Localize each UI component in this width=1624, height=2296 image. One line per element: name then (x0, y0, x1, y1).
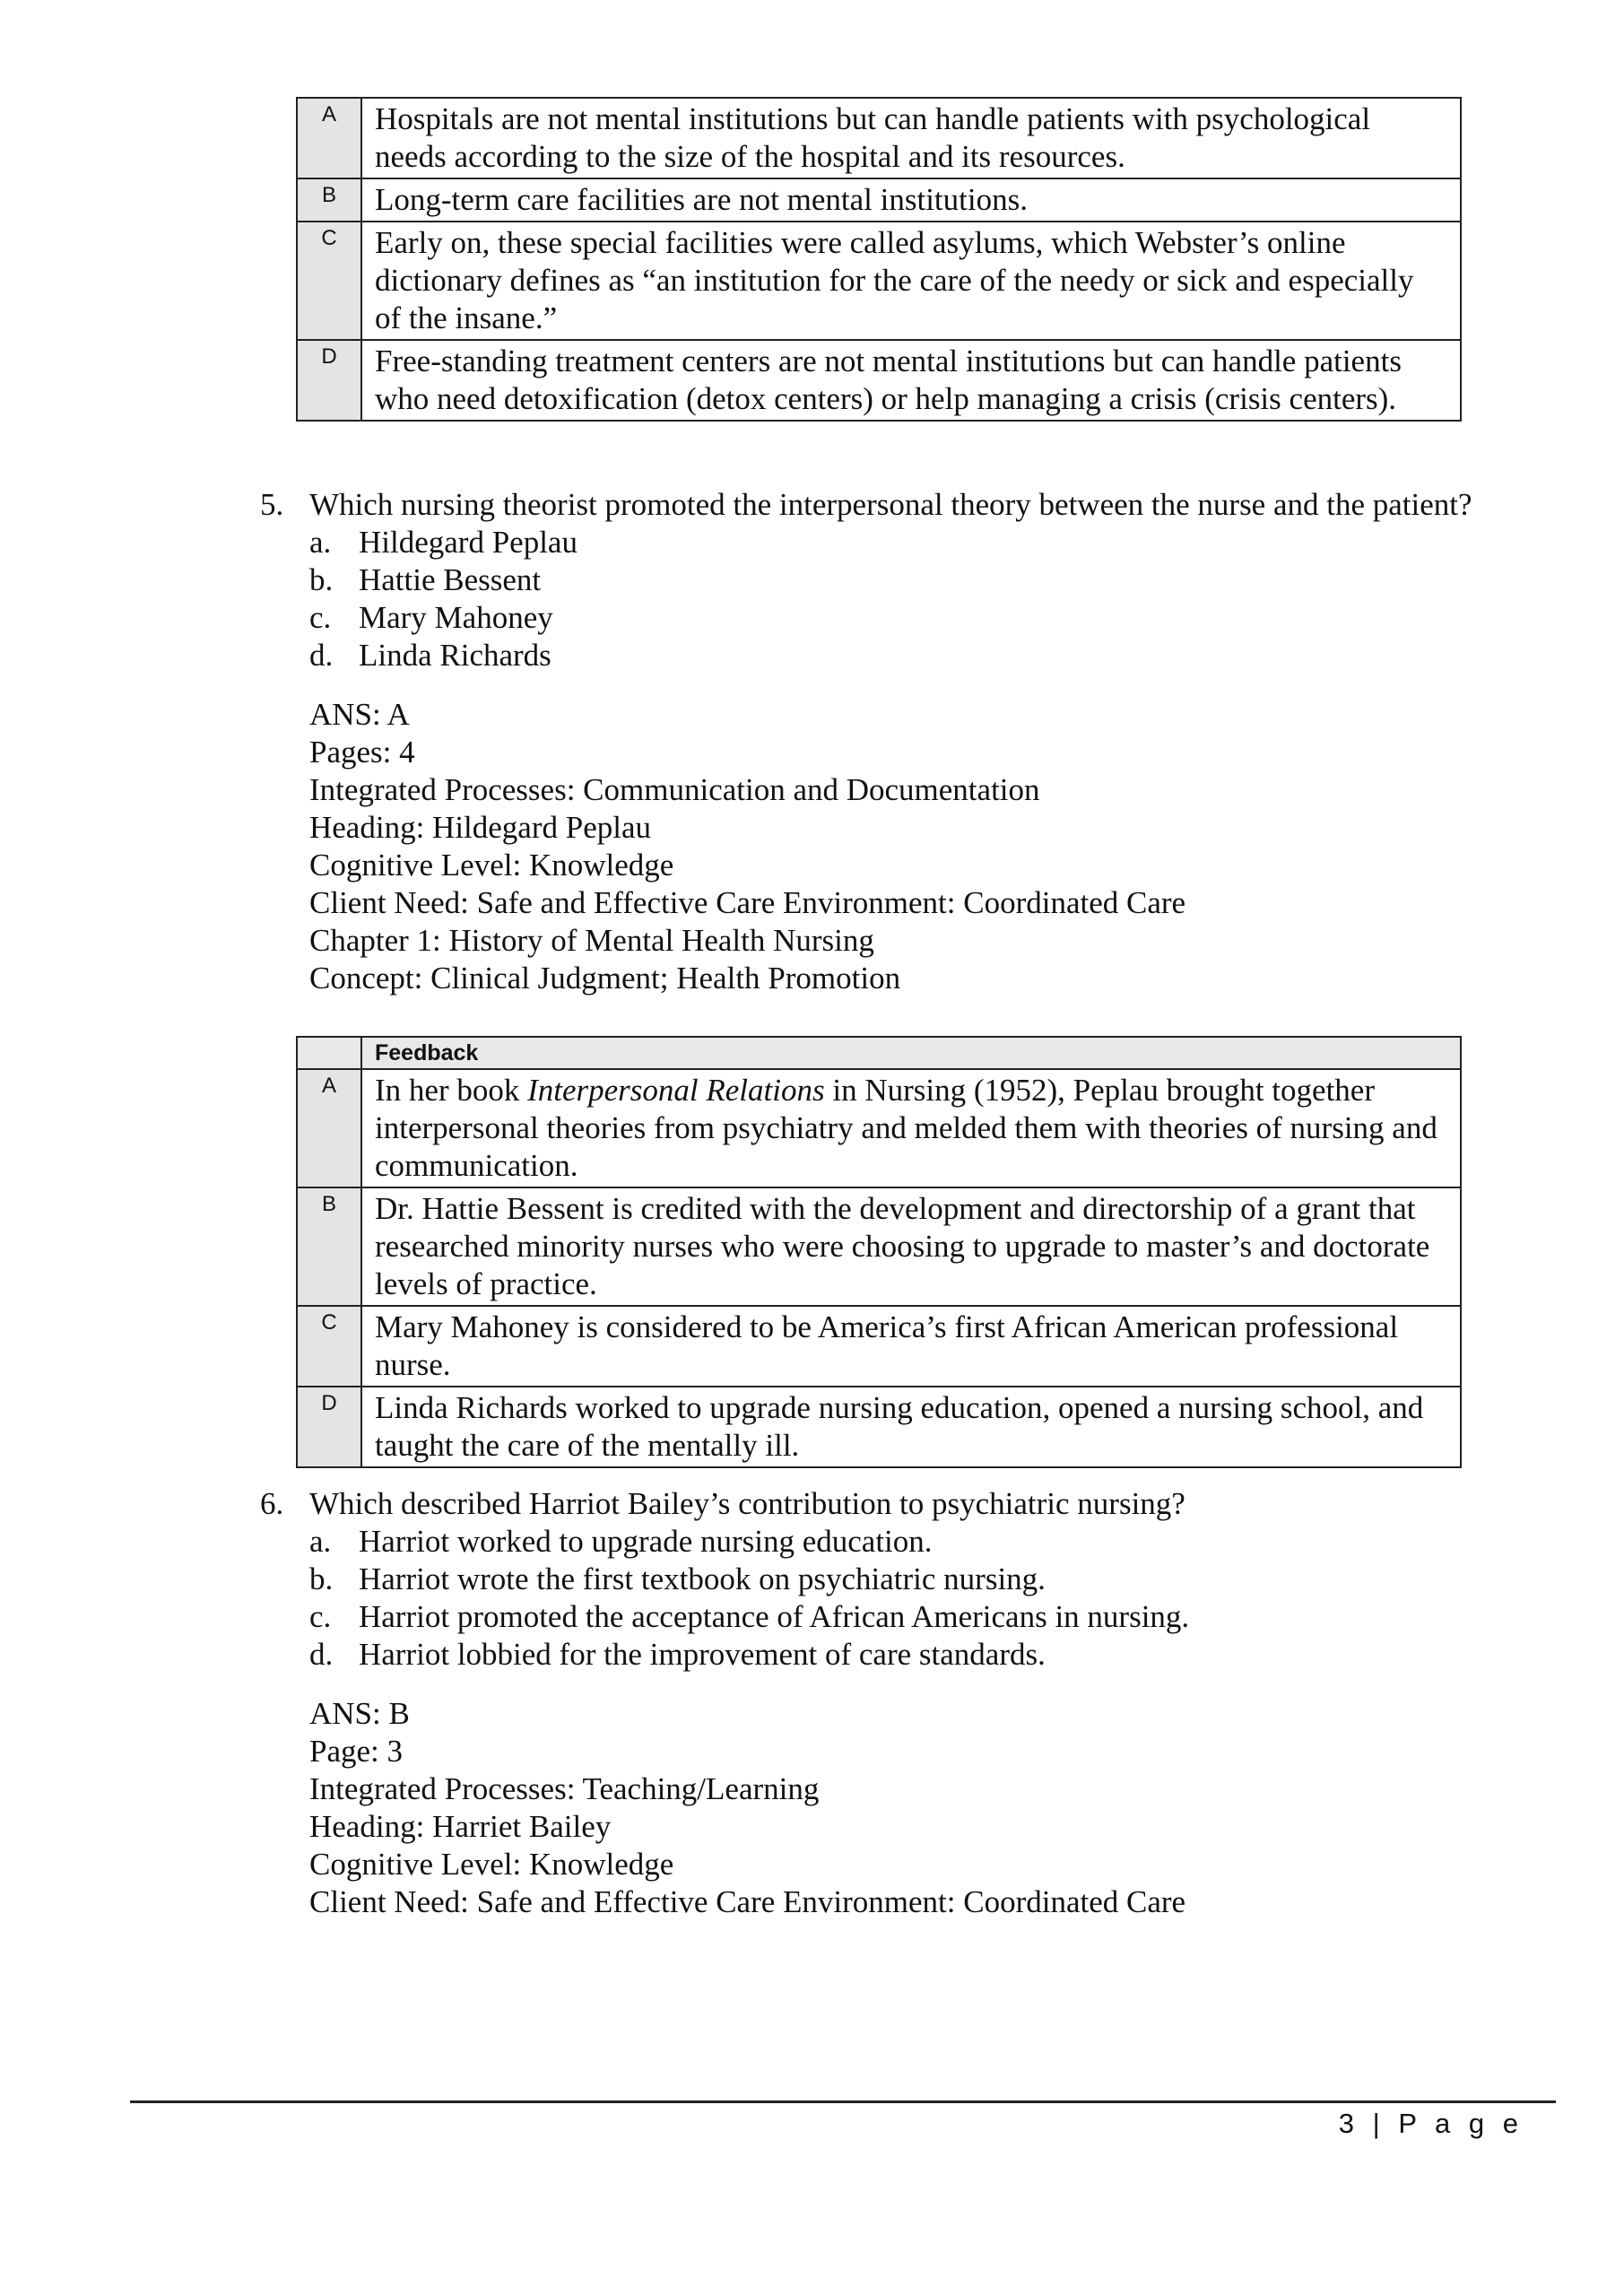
option-text: Hildegard Peplau (359, 525, 578, 560)
answer-option (309, 1598, 1560, 1636)
option-text: Harriot wrote the first textbook on psychiatric nursing. (359, 1561, 1046, 1596)
answer-option (309, 1561, 1560, 1598)
option-letter: a. (309, 1524, 332, 1559)
option-letter: b. (309, 1561, 334, 1596)
question-6 (260, 1485, 1560, 1921)
row-feedback-text: Long-term care facilities are not mental institutions. (361, 178, 1461, 222)
client-need: Client Need: Safe and Effective Care Environment: Coordinated Care (309, 885, 1186, 920)
row-feedback-text: Hospitals are not mental institutions but can handle patients with psychological needs according to the size of the hospital and its resources. (361, 98, 1461, 178)
option-text: Harriot lobbied for the improvement of care standards. (359, 1637, 1046, 1672)
row-letter: A (297, 1069, 361, 1187)
table-row (297, 222, 1461, 340)
question-number: 5. (260, 487, 284, 522)
row-feedback-text: Early on, these special facilities were called asylums, which Webster’s online dictionary defines as “an institution for the care of the needy or sick and especially of the insane.” (361, 222, 1461, 340)
option-text: Linda Richards (359, 638, 551, 673)
option-letter: c. (309, 1599, 332, 1634)
option-text: Mary Mahoney (359, 600, 553, 635)
cognitive-level: Cognitive Level: Knowledge (309, 848, 674, 883)
question-text: Which described Harriot Bailey’s contribution to psychiatric nursing? (309, 1486, 1185, 1521)
concept: Concept: Clinical Judgment; Health Promotion (309, 961, 901, 996)
q5-feedback-table (296, 1036, 1462, 1468)
cognitive-level: Cognitive Level: Knowledge (309, 1847, 674, 1882)
option-text: Harriot worked to upgrade nursing education. (359, 1524, 933, 1559)
row-letter: C (297, 1306, 361, 1387)
row-letter: C (297, 222, 361, 340)
question-stem (260, 1485, 1560, 1523)
table-row (297, 1187, 1461, 1306)
question-number: 6. (260, 1486, 284, 1521)
row-letter: A (297, 98, 361, 178)
row-feedback-text: Free-standing treatment centers are not mental institutions but can handle patients who need detoxification (detox centers) or help managing a crisis (crisis centers). (361, 340, 1461, 421)
header-blank-cell (297, 1037, 361, 1069)
answer-option (309, 599, 1560, 637)
row-letter: B (297, 1187, 361, 1306)
table-row (297, 340, 1461, 421)
client-need: Client Need: Safe and Effective Care Environment: Coordinated Care (309, 1884, 1186, 1919)
row-letter: D (297, 340, 361, 421)
option-letter: b. (309, 562, 334, 597)
answer-metadata (309, 1695, 1560, 1921)
text-segment: In her book (375, 1073, 528, 1108)
option-letter: c. (309, 600, 332, 635)
table-row (297, 1306, 1461, 1387)
answer-option (309, 637, 1560, 674)
table-row (297, 1387, 1461, 1467)
row-letter: D (297, 1387, 361, 1467)
option-text: Hattie Bessent (359, 562, 542, 597)
integrated-processes: Integrated Processes: Communication and Documentation (309, 772, 1040, 807)
page-number: 3 | P a g e (1338, 2108, 1524, 2139)
row-letter: B (297, 178, 361, 222)
answer-metadata (309, 696, 1560, 997)
footer-divider (130, 2100, 1556, 2103)
option-letter: d. (309, 638, 334, 673)
heading: Heading: Harriet Bailey (309, 1809, 612, 1844)
table-row (297, 98, 1461, 178)
answer-key: ANS: A (309, 697, 410, 732)
q4-feedback-table (296, 97, 1462, 422)
text-segment: in Nursing (1952), Peplau brought together interpersonal theories from psychiatry and melded them with theories of nursing and communication. (375, 1073, 1437, 1183)
answer-option (309, 1523, 1560, 1561)
table-row (297, 178, 1461, 222)
answer-options (309, 1523, 1560, 1674)
heading: Heading: Hildegard Peplau (309, 810, 652, 845)
pages: Page: 3 (309, 1734, 404, 1769)
option-text: Harriot promoted the acceptance of African Americans in nursing. (359, 1599, 1190, 1634)
option-letter: a. (309, 525, 332, 560)
question-5 (260, 486, 1560, 997)
row-feedback-text (361, 1069, 1461, 1187)
table-header-row (297, 1037, 1461, 1069)
question-stem (260, 486, 1560, 524)
pages: Pages: 4 (309, 735, 415, 770)
feedback-header: Feedback (361, 1037, 1461, 1069)
answer-option (309, 1636, 1560, 1674)
integrated-processes: Integrated Processes: Teaching/Learning (309, 1771, 820, 1806)
table-row (297, 1069, 1461, 1187)
row-feedback-text: Dr. Hattie Bessent is credited with the development and directorship of a grant that researched minority nurses who were choosing to upgrade to master’s and doctorate levels of practice. (361, 1187, 1461, 1306)
book-title: Interpersonal Relations (527, 1073, 825, 1108)
option-letter: d. (309, 1637, 334, 1672)
answer-option (309, 561, 1560, 599)
chapter: Chapter 1: History of Mental Health Nursing (309, 923, 874, 958)
answer-option (309, 524, 1560, 561)
question-text: Which nursing theorist promoted the interpersonal theory between the nurse and the patient? (309, 487, 1472, 522)
row-feedback-text: Linda Richards worked to upgrade nursing education, opened a nursing school, and taught the care of the mentally ill. (361, 1387, 1461, 1467)
answer-options (309, 524, 1560, 674)
row-feedback-text: Mary Mahoney is considered to be America’s first African American professional nurse. (361, 1306, 1461, 1387)
answer-key: ANS: B (309, 1696, 410, 1731)
